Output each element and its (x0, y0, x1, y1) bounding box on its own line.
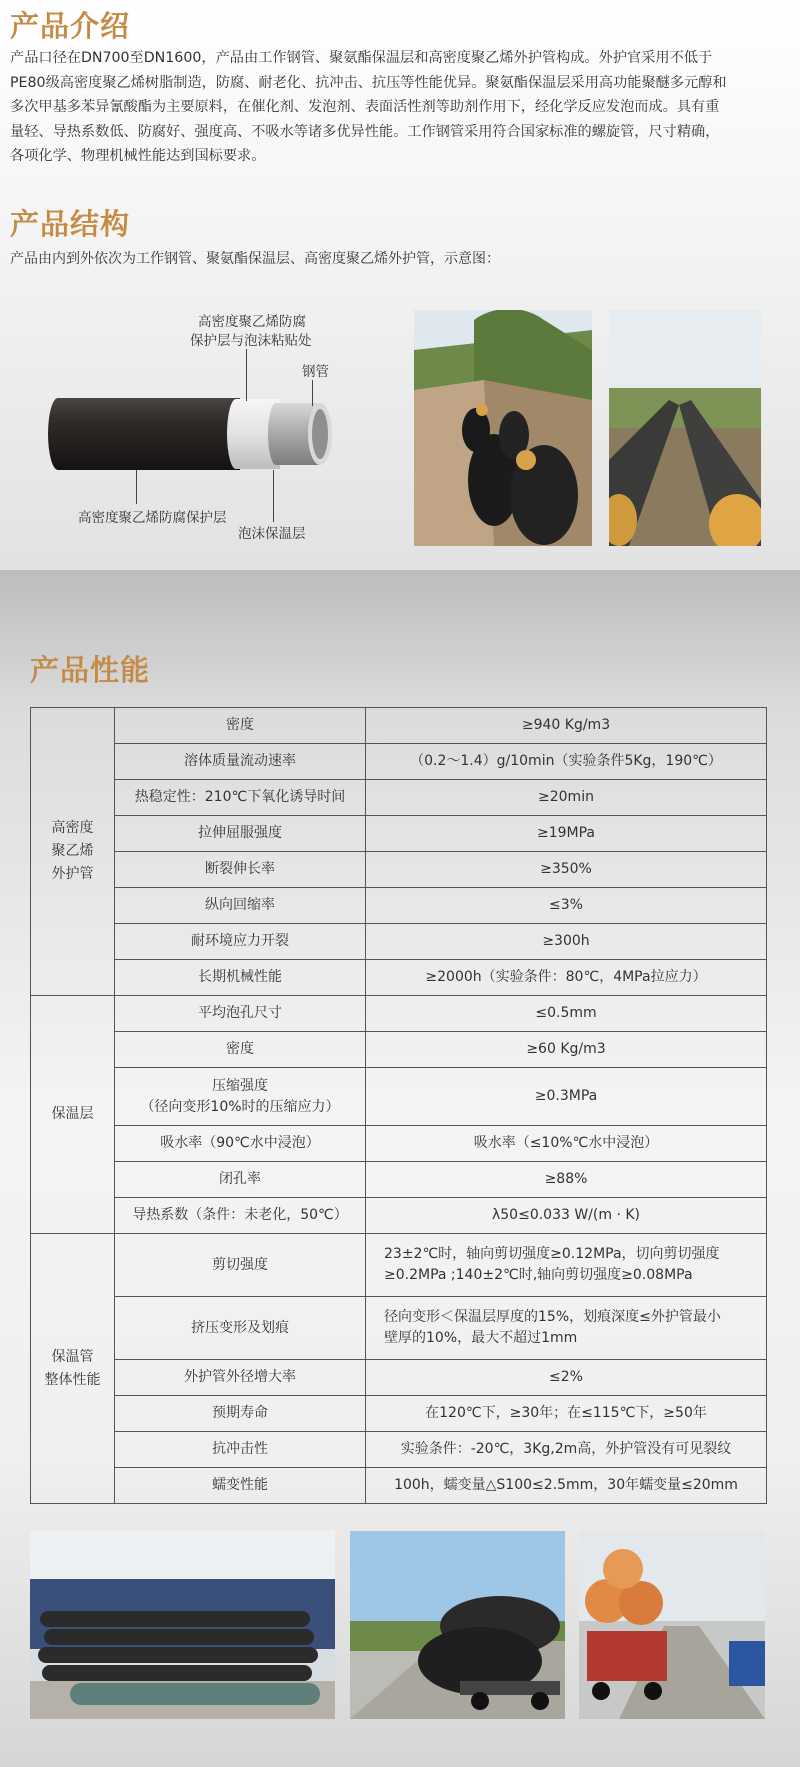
property-cell: 长期机械性能 (115, 960, 366, 996)
value-cell: ≥300h (366, 924, 767, 960)
group-name-line: 外护管 (51, 866, 94, 882)
group-name-line: 整体性能 (44, 1371, 101, 1388)
value-cell: ≤2% (366, 1360, 767, 1396)
structure-intro: 产品由内到外依次为工作钢管、聚氨酯保温层、高密度聚乙烯外护管，示意图： (10, 251, 500, 267)
leader-foam (273, 470, 274, 522)
property-cell: 预期寿命 (115, 1396, 366, 1432)
label-bond-line1: 高密度聚乙烯防腐 (198, 314, 306, 330)
value-cell: ≥940 Kg/m3 (366, 708, 767, 744)
value-cell: ≤0.5mm (366, 996, 767, 1032)
performance-table (30, 707, 767, 1504)
value-cell: ≥60 Kg/m3 (366, 1032, 767, 1068)
value-cell: ≥350% (366, 852, 767, 888)
property-cell: 平均泡孔尺寸 (115, 996, 366, 1032)
table-row (31, 888, 767, 924)
value-cell: λ50≤0.033 W/(m · K) (366, 1198, 767, 1234)
table-row (31, 1432, 767, 1468)
property-line: （径向变形10%时的压缩应力） (140, 1098, 340, 1115)
property-cell: 闭孔率 (115, 1162, 366, 1198)
label-bond-line2: 保护层与泡沫粘贴处 (190, 333, 312, 349)
value-cell: ≥88% (366, 1162, 767, 1198)
property-line: 压缩强度 (212, 1077, 268, 1094)
value-cell: 实验条件：-20℃，3Kg,2m高，外护管没有可见裂纹 (366, 1432, 767, 1468)
property-cell: 拉伸屈服强度 (115, 816, 366, 852)
leader-bond (246, 349, 247, 401)
property-cell: 溶体质量流动速率 (115, 744, 366, 780)
table-row (31, 1162, 767, 1198)
value-cell: ≥19MPa (366, 816, 767, 852)
property-cell: 纵向回缩率 (115, 888, 366, 924)
group-name-line: 保温层 (51, 1106, 94, 1122)
value-cell: 在120℃下，≥30年；在≤115℃下，≥50年 (366, 1396, 767, 1432)
value-line: 23±2℃时，轴向剪切强度≥0.12MPa，切向剪切强度 (384, 1246, 720, 1262)
performance-heading: 产品性能 (30, 653, 151, 687)
table-row (31, 1068, 767, 1126)
table-row (31, 1198, 767, 1234)
intro-line: 多次甲基多苯异氰酸酯为主要原料，在催化剂、发泡剂、表面活性剂等助剂作用下，经化学反应发泡而成。具有重 (10, 99, 720, 115)
table-row (31, 1396, 767, 1432)
property-cell (115, 1068, 366, 1126)
property-cell: 断裂伸长率 (115, 852, 366, 888)
table-row (31, 1297, 767, 1360)
table-row (31, 1360, 767, 1396)
intro-paragraph (10, 46, 790, 169)
pipe-diagram (40, 300, 380, 550)
intro-heading: 产品介绍 (10, 9, 131, 43)
pipe-truck-rear-photo (579, 1531, 765, 1719)
label-outer: 高密度聚乙烯防腐保护层 (78, 510, 227, 526)
table-row (31, 1234, 767, 1297)
value-line: 径向变形＜保温层厚度的15%，划痕深度≤外护管最小 (384, 1309, 721, 1325)
intro-line: 产品口径在DN700至DN1600，产品由工作钢管、聚氨酯保温层和高密度聚乙烯外护管构成。外护官采用不低于 (10, 50, 713, 66)
table-row (31, 960, 767, 996)
property-cell: 导热系数（条件：未老化，50℃） (115, 1198, 366, 1234)
property-cell: 热稳定性：210℃下氧化诱导时间 (115, 780, 366, 816)
table-row (31, 924, 767, 960)
intro-line: 量轻、导热系数低、防腐好、强度高、不吸水等诸多优异性能。工作钢管采用符合国家标准的螺旋管，尺寸精确， (10, 123, 720, 140)
table-row (31, 852, 767, 888)
property-cell: 外护管外径增大率 (115, 1360, 366, 1396)
property-cell: 吸水率（90℃水中浸泡） (115, 1126, 366, 1162)
value-cell (366, 1234, 767, 1297)
table-row (31, 708, 767, 744)
value-cell: 吸水率（≤10%℃水中浸泡） (366, 1126, 767, 1162)
value-cell (366, 1297, 767, 1360)
table-row (31, 780, 767, 816)
value-cell: （0.2～1.4）g/10min（实验条件5Kg，190℃） (366, 744, 767, 780)
table-row (31, 1468, 767, 1504)
property-cell: 挤压变形及划痕 (115, 1297, 366, 1360)
leader-steel (312, 380, 313, 406)
group-hdpe-jacket (31, 708, 115, 996)
property-cell: 蠕变性能 (115, 1468, 366, 1504)
table-row (31, 1126, 767, 1162)
field-pipes-photo (609, 310, 761, 546)
property-cell: 抗冲击性 (115, 1432, 366, 1468)
value-line: ≥0.2MPa ;140±2℃时,轴向剪切强度≥0.08MPa (384, 1267, 693, 1283)
label-foam: 泡沫保温层 (238, 526, 306, 542)
property-cell: 密度 (115, 1032, 366, 1068)
property-cell: 耐环境应力开裂 (115, 924, 366, 960)
table-row (31, 1032, 767, 1068)
intro-line: 各项化学、物理机械性能达到国标要求。 (10, 148, 266, 164)
table-row (31, 816, 767, 852)
group-name-line: 高密度 (51, 820, 94, 836)
leader-outer (136, 470, 137, 504)
value-cell: ≤3% (366, 888, 767, 924)
pipe-stockyard-photo (30, 1531, 335, 1719)
value-cell: 100h，蠕变量△S100≤2.5mm，30年蠕变量≤20mm (366, 1468, 767, 1504)
table-row (31, 996, 767, 1032)
pipe-truck-road-photo (350, 1531, 565, 1719)
trench-pipes-photo (414, 310, 592, 546)
group-name-line: 聚乙烯 (51, 843, 94, 859)
value-cell: ≥20min (366, 780, 767, 816)
group-insulation-layer (31, 996, 115, 1234)
structure-heading: 产品结构 (10, 207, 131, 241)
property-cell: 剪切强度 (115, 1234, 366, 1297)
table-row (31, 744, 767, 780)
value-cell: ≥2000h（实验条件：80℃，4MPa拉应力） (366, 960, 767, 996)
group-overall-performance (31, 1234, 115, 1504)
value-cell: ≥0.3MPa (366, 1068, 767, 1126)
intro-line: PE80级高密度聚乙烯树脂制造，防腐、耐老化、抗冲击、抗压等性能优异。聚氨酯保温层采用高功能聚醚多元醇和 (10, 74, 727, 91)
property-cell: 密度 (115, 708, 366, 744)
value-line: 壁厚的10%，最大不超过1mm (384, 1330, 578, 1346)
label-steel: 钢管 (302, 364, 329, 380)
group-name-line: 保温管 (51, 1348, 94, 1365)
